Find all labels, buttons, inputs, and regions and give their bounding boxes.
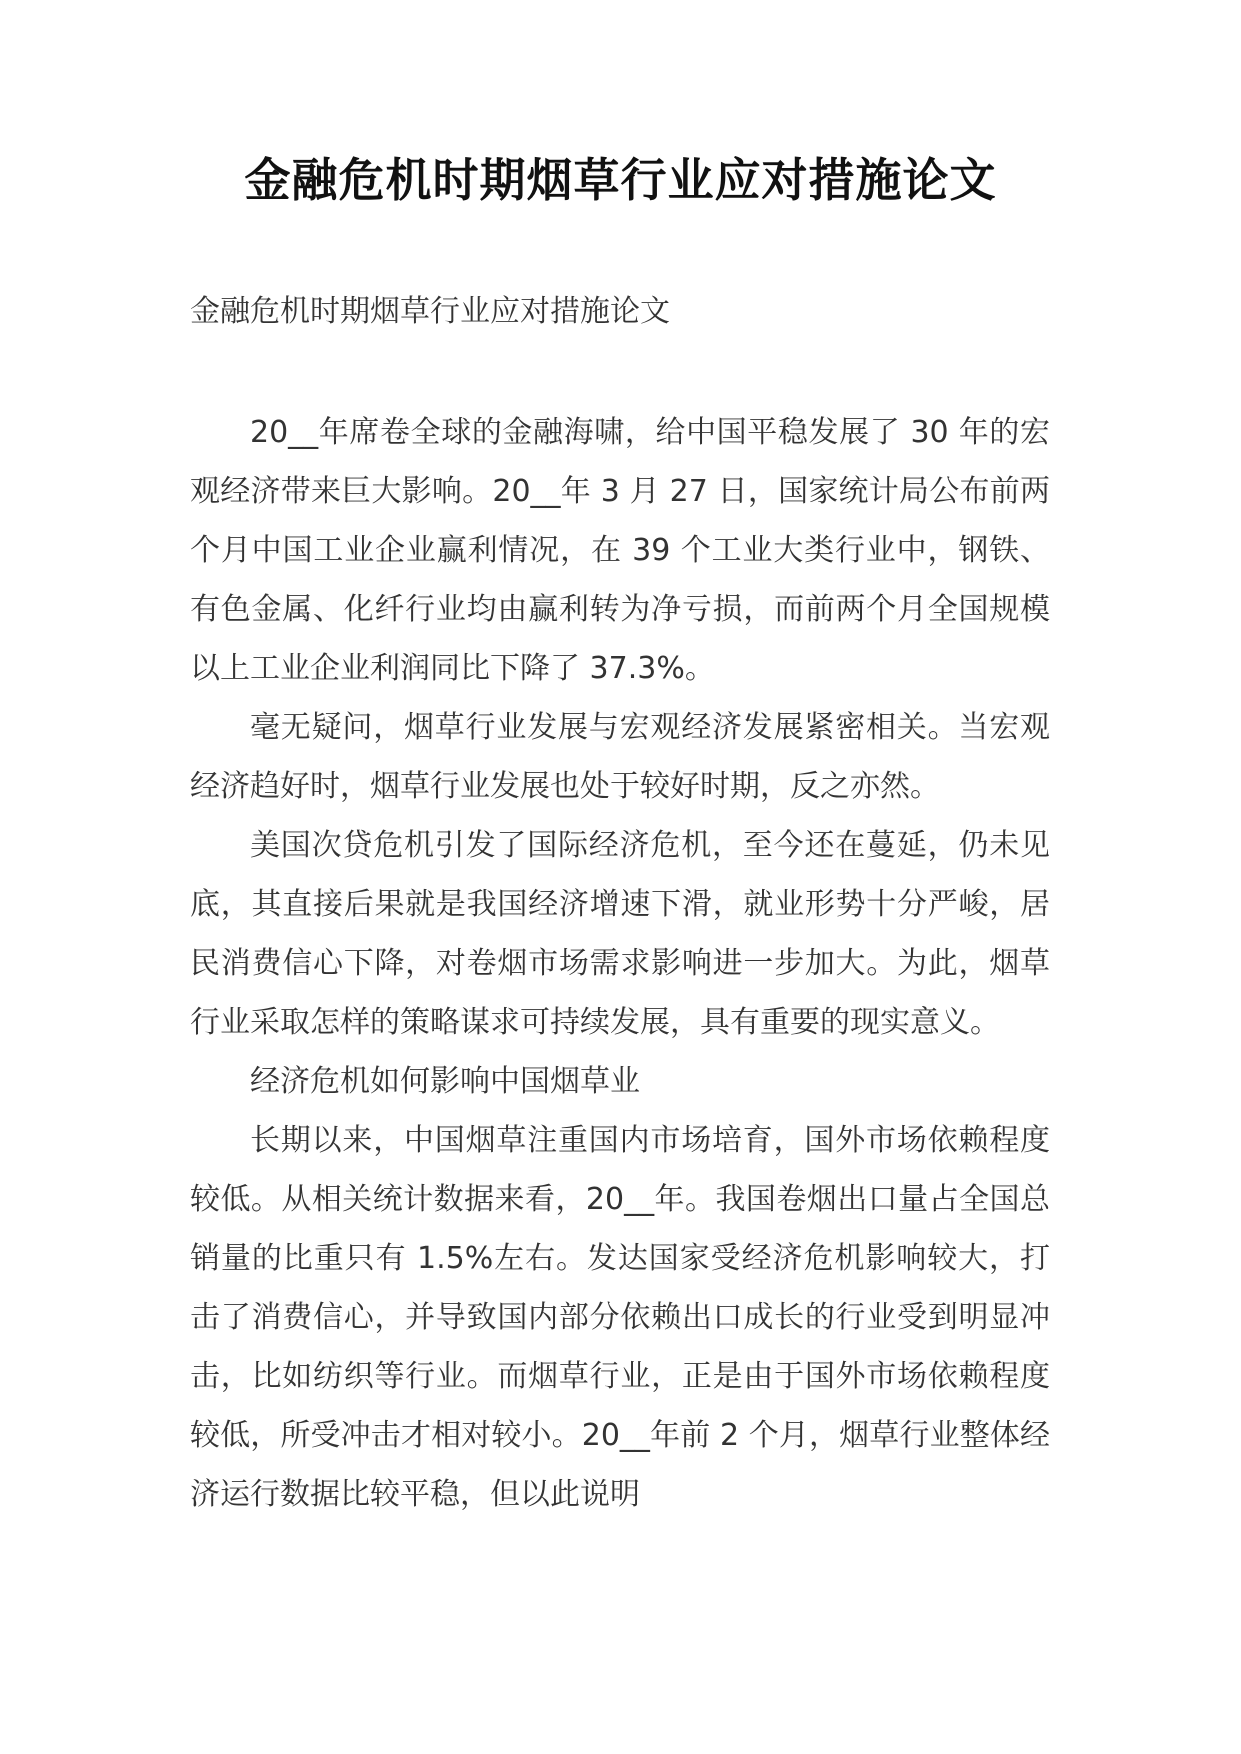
document-subtitle: 金融危机时期烟草行业应对措施论文: [190, 294, 670, 329]
paragraph-intro: 20__年席卷全球的金融海啸，给中国平稳发展了 30 年的宏观经济带来巨大影响。20__年 3 月 27 日，国家统计局公布前两个月中国工业企业赢利情况，在 39 个工业大类行业中，钢铁、有色金属、化纤行业均由赢利转为净亏损，而前两个月全国规模以上工业企业利润同比下降了 37.3%。: [190, 415, 1050, 686]
paragraph-export: 长期以来，中国烟草注重国内市场培育，国外市场依赖程度较低。从相关统计数据来看，20__年。我国卷烟出口量占全国总销量的比重只有 1.5%左右。发达国家受经济危机影响较大，打击了消费信心，并导致国内部分依赖出口成长的行业受到明显冲击，比如纺织等行业。而烟草行业，正是由于国外市场依赖程度较低，所受冲击才相对较小。20__年前 2 个月，烟草行业整体经济运行数据比较平稳，但以此说明: [190, 1123, 1050, 1512]
paragraph-correlation: 毫无疑问，烟草行业发展与宏观经济发展紧密相关。当宏观经济趋好时，烟草行业发展也处于较好时期，反之亦然。: [190, 710, 1050, 804]
document-title: 金融危机时期烟草行业应对措施论文: [244, 153, 997, 207]
paragraph-crisis: 美国次贷危机引发了国际经济危机，至今还在蔓延，仍未见底，其直接后果就是我国经济增速下滑，就业形势十分严峻，居民消费信心下降，对卷烟市场需求影响进一步加大。为此，烟草行业采取怎样的策略谋求可持续发展，具有重要的现实意义。: [190, 828, 1050, 1040]
section-heading: 经济危机如何影响中国烟草业: [250, 1064, 640, 1099]
document-body: [190, 403, 1050, 1524]
